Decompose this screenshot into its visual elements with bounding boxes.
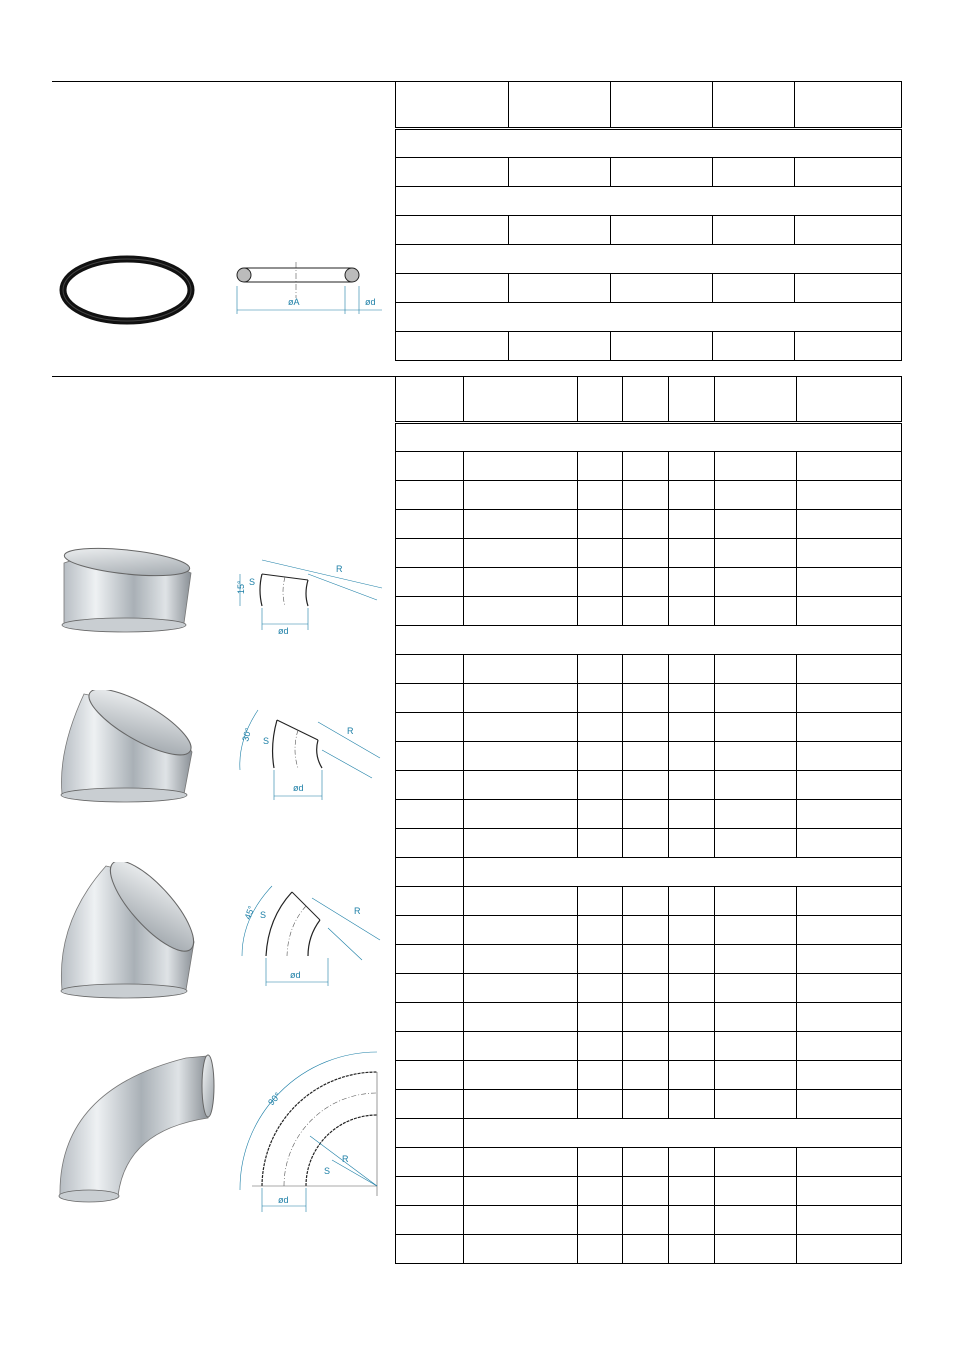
table-row [396, 1032, 902, 1061]
table-group-row [396, 245, 902, 274]
elbow-30-photo [56, 690, 196, 806]
table-row [396, 1206, 902, 1235]
elbow-90-photo [56, 1050, 216, 1206]
table-row [396, 597, 902, 626]
elbow-15-angle-label: 15° [236, 580, 246, 594]
oring-drawing [232, 258, 387, 322]
elbow-30-drawing [232, 700, 387, 805]
table-row [396, 1061, 902, 1090]
elbow-30-wall-label: S [263, 736, 270, 746]
table-row [396, 1003, 902, 1032]
oring-outer-diameter-label: øA [288, 297, 300, 307]
oring-cord-diameter-label: ød [365, 297, 376, 307]
table-row [396, 771, 902, 800]
elbow-90-radius-label: R [342, 1154, 349, 1164]
table-group-row [396, 423, 902, 452]
table-row [396, 1177, 902, 1206]
oring-spec-table [395, 81, 902, 361]
table-row [396, 216, 902, 245]
oring-photo [56, 252, 198, 328]
table-row [396, 452, 902, 481]
table-group-row [396, 858, 902, 887]
table-row [396, 829, 902, 858]
table-row [396, 974, 902, 1003]
elbow-30-angle-label: 30° [240, 726, 254, 743]
table-row [396, 655, 902, 684]
table-row [396, 568, 902, 597]
elbow-45-photo [56, 862, 196, 1002]
table-group-row [396, 129, 902, 158]
table-row [396, 1148, 902, 1177]
table-row [396, 481, 902, 510]
elbow-90-drawing [232, 1046, 387, 1216]
table-row [396, 742, 902, 771]
table-row [396, 887, 902, 916]
table-row [396, 684, 902, 713]
elbow-45-angle-label: 45° [242, 904, 257, 921]
table-header-row [396, 82, 902, 129]
elbow-15-photo [56, 545, 196, 635]
elbow-30-radius-label: R [347, 726, 354, 736]
table-row [396, 945, 902, 974]
table-row [396, 332, 902, 361]
elbow-90-wall-label: S [324, 1166, 331, 1176]
elbow-30-diameter-label: ød [293, 783, 304, 793]
table-row [396, 1090, 902, 1119]
table-group-row [396, 303, 902, 332]
elbow-15-wall-label: S [249, 577, 256, 587]
elbow-45-diameter-label: ød [290, 970, 301, 980]
elbow-45-wall-label: S [260, 910, 267, 920]
table-header-row [396, 377, 902, 423]
table-row [396, 274, 902, 303]
elbow-45-radius-label: R [354, 906, 361, 916]
table-group-row [396, 187, 902, 216]
elbow-45-drawing [232, 878, 387, 990]
table-row [396, 916, 902, 945]
table-row [396, 510, 902, 539]
elbow-spec-table [395, 376, 902, 1264]
table-row [396, 713, 902, 742]
elbow-15-radius-label: R [336, 564, 343, 574]
table-group-row [396, 626, 902, 655]
table-row [396, 539, 902, 568]
table-row [396, 158, 902, 187]
table-group-row [396, 1119, 902, 1148]
table-row [396, 1235, 902, 1264]
elbow-90-angle-label: 90° [266, 1090, 283, 1108]
elbow-15-diameter-label: ød [278, 626, 289, 636]
table-row [396, 800, 902, 829]
elbow-15-drawing [232, 552, 387, 642]
elbow-90-diameter-label: ød [278, 1195, 289, 1205]
